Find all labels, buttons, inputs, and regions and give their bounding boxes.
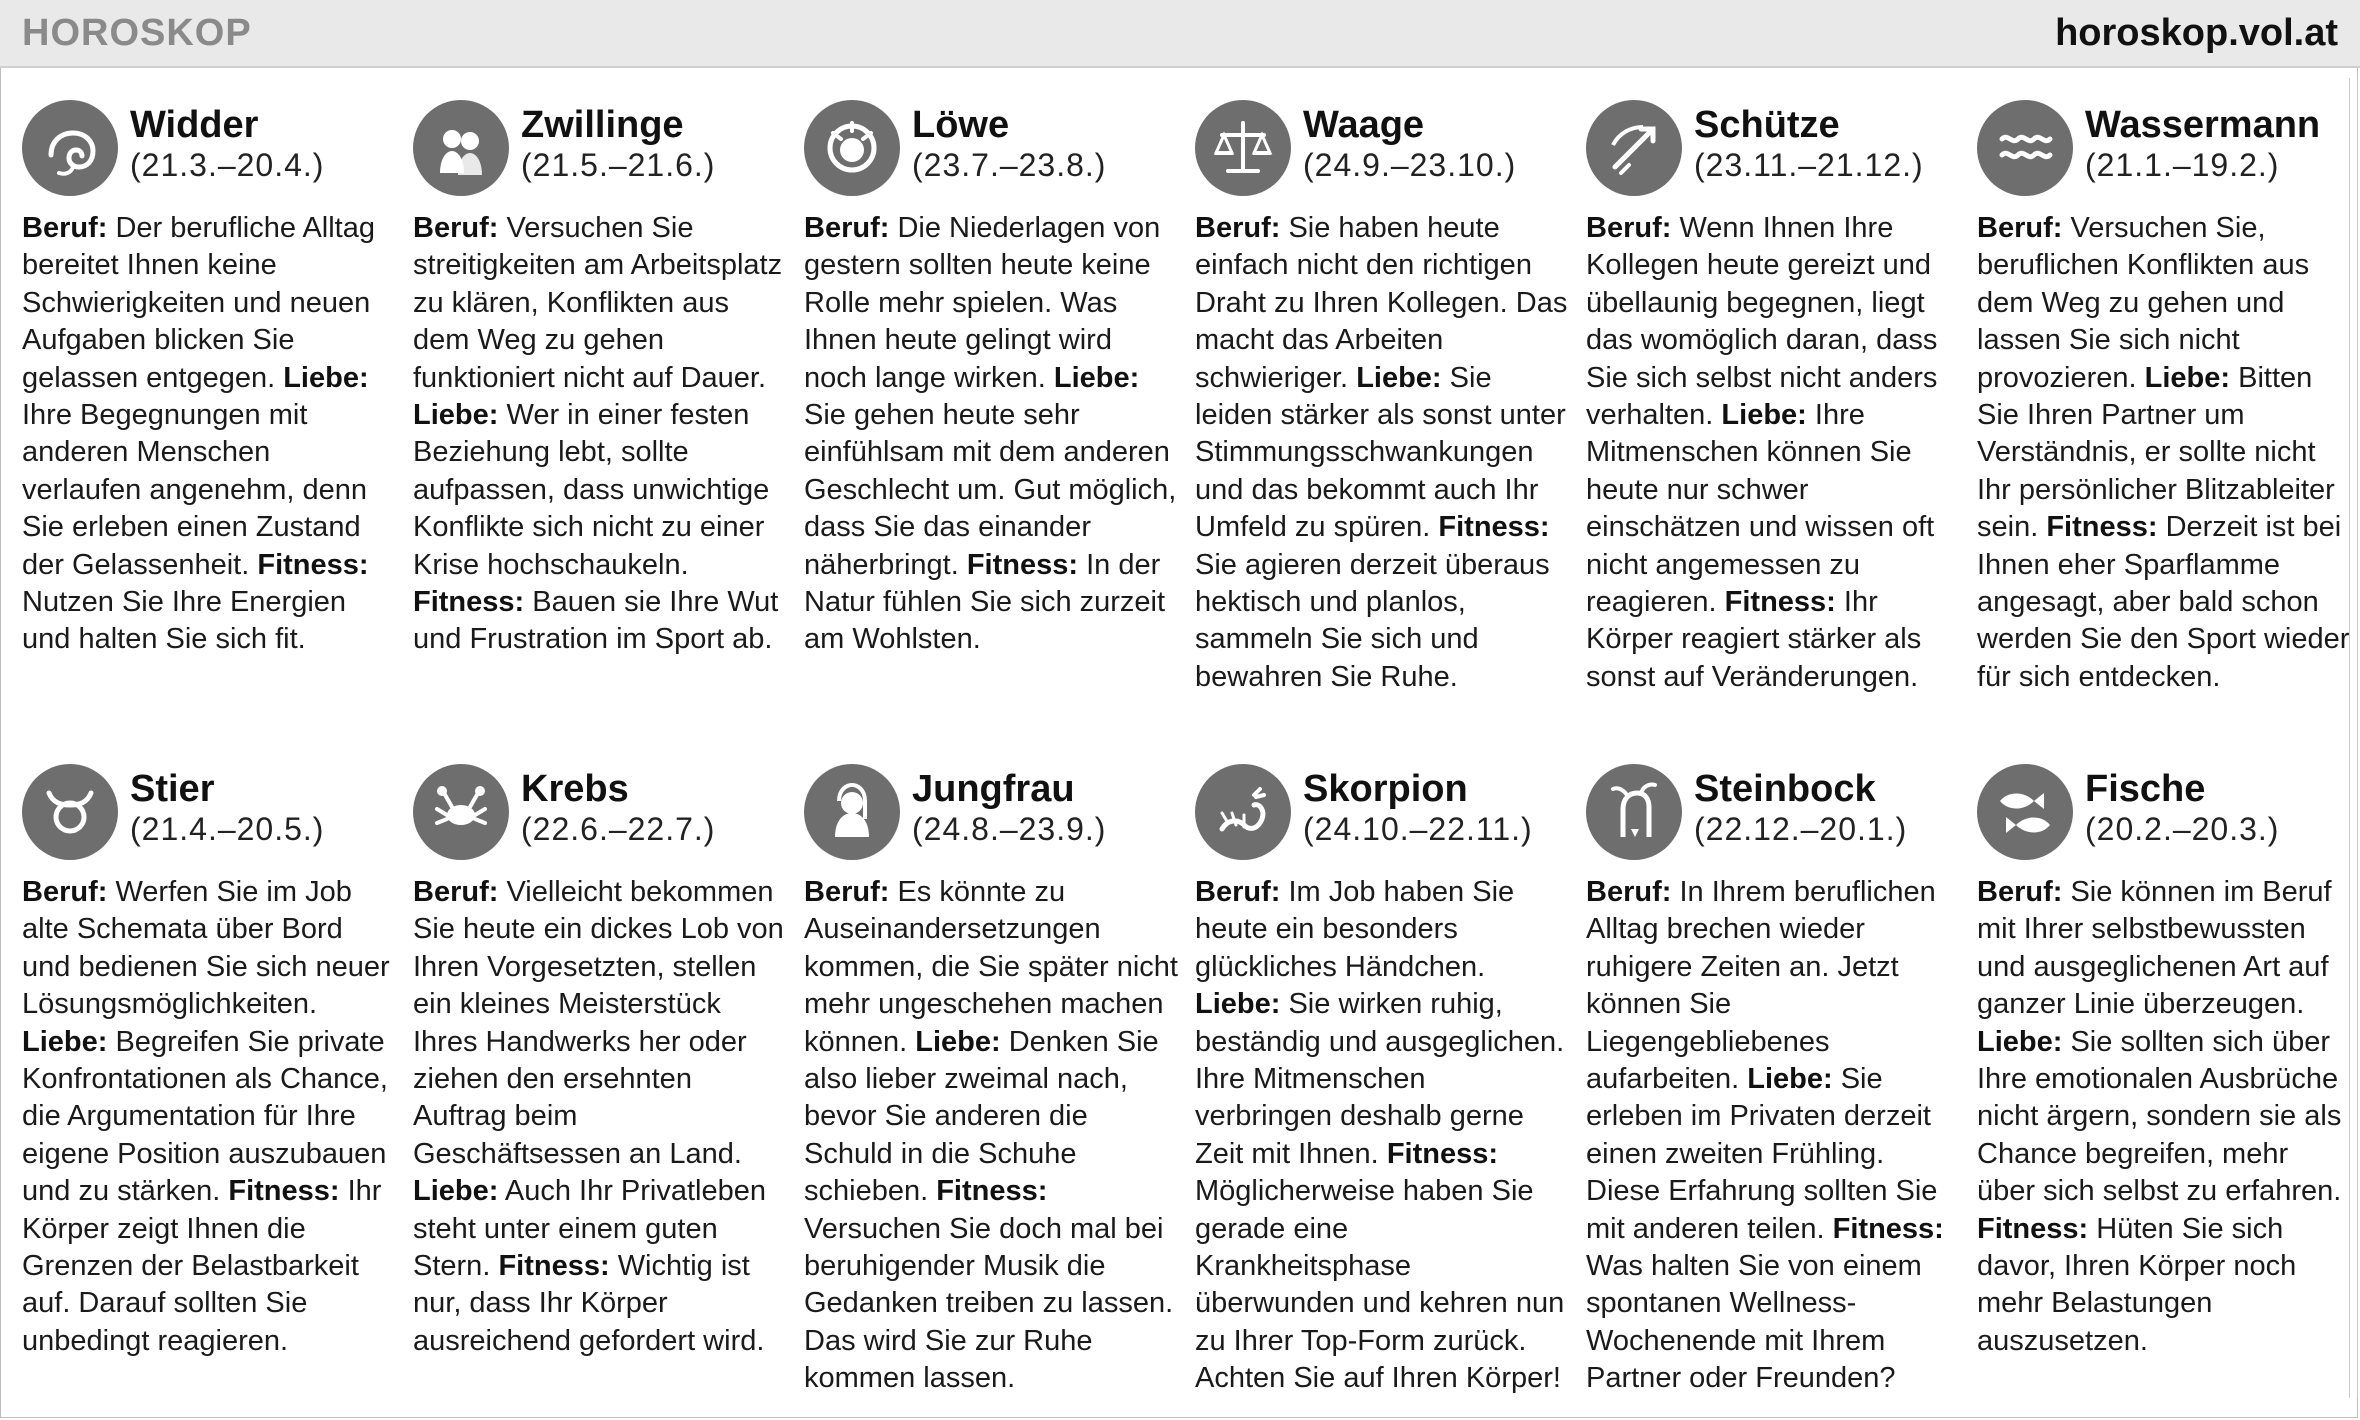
header-bar xyxy=(0,0,2360,68)
sign-card-scales xyxy=(1195,100,1569,764)
scales-icon xyxy=(1195,100,1291,196)
virgin-icon xyxy=(804,764,900,860)
sign-title-block xyxy=(912,764,1106,848)
liebe-label: Liebe: xyxy=(283,361,369,394)
horoscope-text xyxy=(22,874,396,1360)
horoscope-text xyxy=(413,874,787,1360)
liebe-text: Sie erleben im Privaten derzeit einen zweiten Frühling. Diese Erfahrung sollten Sie mit anderen teilen. xyxy=(1586,1063,1938,1245)
sign-name: Wassermann xyxy=(2085,104,2321,146)
horoscope-text xyxy=(1586,874,1960,1398)
beruf-label: Beruf: xyxy=(1977,876,2063,908)
archer-icon xyxy=(1586,100,1682,196)
sign-card-virgin xyxy=(804,764,1178,1400)
beruf-label: Beruf: xyxy=(413,212,499,244)
liebe-text: Ihre Begegnungen mit anderen Menschen verlaufen angenehm, denn Sie erleben einen Zustand der Gelassenheit. xyxy=(22,399,368,581)
fitness-label: Fitness: xyxy=(1977,1212,2089,1245)
water-bearer-icon xyxy=(1977,100,2073,196)
sign-header xyxy=(22,100,396,198)
sign-dates: (24.10.–22.11.) xyxy=(1303,811,1533,847)
sign-name: Löwe xyxy=(912,104,1010,146)
fitness-label: Fitness: xyxy=(1724,586,1836,619)
beruf-label: Beruf: xyxy=(22,212,108,244)
sign-title-block xyxy=(1303,764,1533,848)
beruf-text: Versuchen Sie streitigkeiten am Arbeitsplatz zu klären, Konflikten aus dem Weg zu gehen funktioniert nicht auf Dauer. xyxy=(413,212,783,394)
page-title: HOROSKOP xyxy=(22,12,252,54)
sign-name: Fische xyxy=(2085,768,2206,810)
sign-card-goat xyxy=(1586,764,1960,1400)
sign-dates: (22.6.–22.7.) xyxy=(521,811,716,847)
liebe-text: Sie gehen heute sehr einfühlsam mit dem anderen Geschlecht um. Gut möglich, dass Sie das einander näherbringt. xyxy=(804,399,1177,581)
sign-header xyxy=(1195,100,1569,198)
beruf-label: Beruf: xyxy=(1195,212,1281,244)
beruf-label: Beruf: xyxy=(22,876,108,908)
fitness-text: Ihr Körper zeigt Ihnen die Grenzen der Belastbarkeit auf. Darauf sollten Sie unbedingt reagieren. xyxy=(22,1175,382,1357)
sign-title-block xyxy=(1694,100,1924,184)
beruf-label: Beruf: xyxy=(1586,876,1672,908)
horoscope-text xyxy=(1195,874,1569,1398)
liebe-text: Sie sollten sich über Ihre emotionalen Ausbrüche nicht ärgern, sondern sie als Chance begreifen, mehr über sich selbst zu erfahren. xyxy=(1977,1025,2342,1208)
horoscope-text xyxy=(22,210,396,659)
sign-title-block xyxy=(1694,764,1907,848)
liebe-label: Liebe: xyxy=(22,1025,108,1058)
beruf-text: Im Job haben Sie heute ein besonders glückliches Händchen. xyxy=(1195,876,1515,983)
horoscope-text xyxy=(413,210,787,659)
sign-header xyxy=(413,100,787,198)
fitness-text: Ihr Körper reagiert stärker als sonst auf Veränderungen. xyxy=(1586,586,1922,693)
beruf-text: Sie haben heute einfach nicht den richtigen Draht zu Ihren Kollegen. Das macht das Arbeiten schwieriger. xyxy=(1195,212,1568,394)
beruf-label: Beruf: xyxy=(804,876,890,908)
fitness-label: Fitness: xyxy=(1386,1137,1498,1170)
liebe-text: Ihre Mitmenschen können Sie heute nur schwer einschätzen und wissen oft nicht angemessen zu reagieren. xyxy=(1586,399,1935,619)
sign-header xyxy=(1977,764,2351,862)
sign-name: Jungfrau xyxy=(912,768,1075,810)
sign-card-fish xyxy=(1977,764,2351,1400)
beruf-text: Vielleicht bekommen Sie heute ein dickes Lob von Ihren Vorgesetzten, stellen ein kleines Meisterstück Ihres Handwerks her oder ziehen den ersehnten Auftrag beim Geschäftsessen an Land. xyxy=(413,876,784,1170)
sign-card-lion xyxy=(804,100,1178,764)
fitness-text: Sie agieren derzeit überaus hektisch und planlos, sammeln Sie sich und bewahren Sie Ruhe. xyxy=(1195,548,1550,693)
twins-icon xyxy=(413,100,509,196)
sign-name: Widder xyxy=(130,104,259,146)
sign-dates: (21.3.–20.4.) xyxy=(130,147,325,183)
liebe-text: Begreifen Sie private Konfrontationen als Chance, die Argumentation für Ihre eigene Position auszubauen und zu stärken. xyxy=(22,1025,388,1208)
sign-dates: (23.7.–23.8.) xyxy=(912,147,1107,183)
beruf-text: Der berufliche Alltag bereitet Ihnen keine Schwierigkeiten und neuen Aufgaben blicken Sie gelassen entgegen. xyxy=(22,212,375,394)
fitness-label: Fitness: xyxy=(1438,511,1550,544)
sign-card-archer xyxy=(1586,100,1960,764)
liebe-label: Liebe: xyxy=(1195,988,1281,1021)
horoscope-text xyxy=(1195,210,1569,696)
fitness-label: Fitness: xyxy=(228,1175,340,1208)
fitness-text: Möglicherweise haben Sie gerade eine Krankheitsphase überwunden und kehren nun zu Ihrer Top-Form zurück. Achten Sie auf Ihren Körper! xyxy=(1195,1175,1565,1395)
sign-name: Steinbock xyxy=(1694,768,1876,810)
fitness-text: Was halten Sie von einem spontanen Wellness-Wochenende mit Ihrem Partner oder Freunden? xyxy=(1586,1250,1922,1395)
sign-card-water-bearer xyxy=(1977,100,2351,764)
fitness-label: Fitness: xyxy=(413,586,525,619)
sign-dates: (21.5.–21.6.) xyxy=(521,147,716,183)
sign-card-crab xyxy=(413,764,787,1400)
horoscope-grid xyxy=(22,100,2350,1400)
horoscope-text xyxy=(1977,210,2351,696)
sign-header xyxy=(1586,100,1960,198)
fitness-label: Fitness: xyxy=(498,1250,610,1283)
beruf-text: In Ihrem beruflichen Alltag brechen wieder ruhigere Zeiten an. Jetzt können Sie Liegengebliebenes aufarbeiten. xyxy=(1586,876,1936,1096)
fitness-text: Wichtig ist nur, dass Ihr Körper ausreichend gefordert wird. xyxy=(413,1250,765,1357)
liebe-label: Liebe: xyxy=(413,399,499,432)
sign-dates: (23.11.–21.12.) xyxy=(1694,147,1924,183)
horoscope-text xyxy=(1586,210,1960,696)
sign-dates: (21.1.–19.2.) xyxy=(2085,147,2280,183)
horoscope-text xyxy=(1977,874,2351,1360)
liebe-label: Liebe: xyxy=(2144,361,2231,394)
beruf-text: Die Niederlagen von gestern sollten heute keine Rolle mehr spielen. Was Ihnen heute gelingt wird noch lange wirken. xyxy=(804,212,1161,394)
fitness-text: Bauen sie Ihre Wut und Frustration im Sport ab. xyxy=(413,586,779,656)
beruf-label: Beruf: xyxy=(1195,876,1281,908)
sign-name: Stier xyxy=(130,768,215,810)
fitness-label: Fitness: xyxy=(1832,1212,1944,1245)
fitness-text: Versuchen Sie doch mal bei beruhigender Musik die Gedanken treiben zu lassen. Das wird Sie zur Ruhe kommen lassen. xyxy=(804,1212,1174,1395)
liebe-label: Liebe: xyxy=(413,1175,499,1208)
sign-name: Zwillinge xyxy=(521,104,684,146)
liebe-text: Sie wirken ruhig, beständig und ausgeglichen. Ihre Mitmenschen verbringen deshalb gerne Zeit mit Ihnen. xyxy=(1195,988,1565,1170)
sign-header xyxy=(1586,764,1960,862)
sign-title-block xyxy=(130,764,324,848)
liebe-label: Liebe: xyxy=(915,1025,1001,1058)
liebe-text: Sie leiden stärker als sonst unter Stimmungsschwankungen und das bekommt auch Ihr Umfeld zu spüren. xyxy=(1195,361,1566,544)
sign-title-block xyxy=(521,764,715,848)
sign-title-block xyxy=(2085,764,2279,848)
sign-dates: (24.9.–23.10.) xyxy=(1303,147,1517,183)
sign-dates: (20.2.–20.3.) xyxy=(2085,811,2280,847)
sign-header xyxy=(804,764,1178,862)
site-link[interactable]: horoskop.vol.at xyxy=(2055,12,2338,54)
fitness-label: Fitness: xyxy=(2046,511,2158,544)
beruf-text: Werfen Sie im Job alte Schemata über Bord und bedienen Sie sich neuer Lösungsmöglichkeiten. xyxy=(22,876,390,1021)
liebe-label: Liebe: xyxy=(1721,399,1807,432)
sign-dates: (24.8.–23.9.) xyxy=(912,811,1107,847)
sign-title-block xyxy=(130,100,324,184)
sign-header xyxy=(413,764,787,862)
fitness-label: Fitness: xyxy=(257,548,369,581)
liebe-label: Liebe: xyxy=(1977,1025,2063,1058)
fitness-text: In der Natur fühlen Sie sich zurzeit am Wohlsten. xyxy=(804,548,1166,656)
beruf-text: Wenn Ihnen Ihre Kollegen heute gereizt und übellaunig begegnen, liegt das womöglich daran, dass Sie sich selbst nicht anders verhalten. xyxy=(1586,212,1938,432)
sign-header xyxy=(1195,764,1569,862)
sign-dates: (21.4.–20.5.) xyxy=(130,811,325,847)
sign-header xyxy=(1977,100,2351,198)
liebe-text: Denken Sie also lieber zweimal nach, bevor Sie anderen die Schuld in die Schuhe schieben. xyxy=(804,1025,1159,1208)
beruf-label: Beruf: xyxy=(804,212,890,244)
beruf-text: Es könnte zu Auseinandersetzungen kommen, die Sie später nicht mehr ungeschehen machen können. xyxy=(804,876,1178,1058)
beruf-label: Beruf: xyxy=(1977,212,2063,244)
horoscope-text xyxy=(804,874,1178,1398)
fitness-text: Hüten Sie sich davor, Ihren Körper noch mehr Belastungen auszusetzen. xyxy=(1977,1212,2297,1357)
beruf-text: Sie können im Beruf mit Ihrer selbstbewussten und ausgeglichenen Art auf ganzer Linie überzeugen. xyxy=(1977,876,2332,1021)
fitness-label: Fitness: xyxy=(966,548,1079,581)
fitness-label: Fitness: xyxy=(936,1175,1048,1208)
scorpion-icon xyxy=(1195,764,1291,860)
sign-title-block xyxy=(2085,100,2320,184)
sign-title-block xyxy=(521,100,715,184)
liebe-text: Bitten Sie Ihren Partner um Verständnis, er sollte nicht Ihr persönlicher Blitzableiter sein. xyxy=(1977,361,2335,544)
beruf-label: Beruf: xyxy=(413,876,499,908)
beruf-label: Beruf: xyxy=(1586,212,1672,244)
liebe-label: Liebe: xyxy=(1053,361,1140,394)
ram-icon xyxy=(22,100,118,196)
bull-icon xyxy=(22,764,118,860)
lion-icon xyxy=(804,100,900,196)
sign-header xyxy=(22,764,396,862)
liebe-label: Liebe: xyxy=(1356,361,1442,394)
liebe-text: Wer in einer festen Beziehung lebt, sollte aufpassen, dass unwichtige Konflikte sich nicht zu einer Krise hochschaukeln. xyxy=(413,399,770,581)
sign-title-block xyxy=(912,100,1106,184)
beruf-text: Versuchen Sie, beruflichen Konflikten aus dem Weg zu gehen und lassen Sie sich nicht provozieren. xyxy=(1977,212,2310,394)
sign-name: Skorpion xyxy=(1303,768,1468,810)
liebe-label: Liebe: xyxy=(1747,1063,1833,1096)
crab-icon xyxy=(413,764,509,860)
liebe-text: Auch Ihr Privatleben steht unter einem guten Stern. xyxy=(413,1175,767,1283)
goat-icon xyxy=(1586,764,1682,860)
fitness-text: Derzeit ist bei Ihnen eher Sparflamme angesagt, aber bald schon werden Sie den Sport wieder für sich entdecken. xyxy=(1977,511,2350,693)
sign-title-block xyxy=(1303,100,1516,184)
fitness-text: Nutzen Sie Ihre Energien und halten Sie sich fit. xyxy=(22,586,347,656)
sign-header xyxy=(804,100,1178,198)
sign-card-bull xyxy=(22,764,396,1400)
fish-icon xyxy=(1977,764,2073,860)
sign-card-twins xyxy=(413,100,787,764)
sign-name: Krebs xyxy=(521,768,629,810)
sign-dates: (22.12.–20.1.) xyxy=(1694,811,1908,847)
sign-card-scorpion xyxy=(1195,764,1569,1400)
sign-name: Schütze xyxy=(1694,104,1840,146)
horoscope-text xyxy=(804,210,1178,659)
sign-card-ram xyxy=(22,100,396,764)
sign-name: Waage xyxy=(1303,104,1425,146)
